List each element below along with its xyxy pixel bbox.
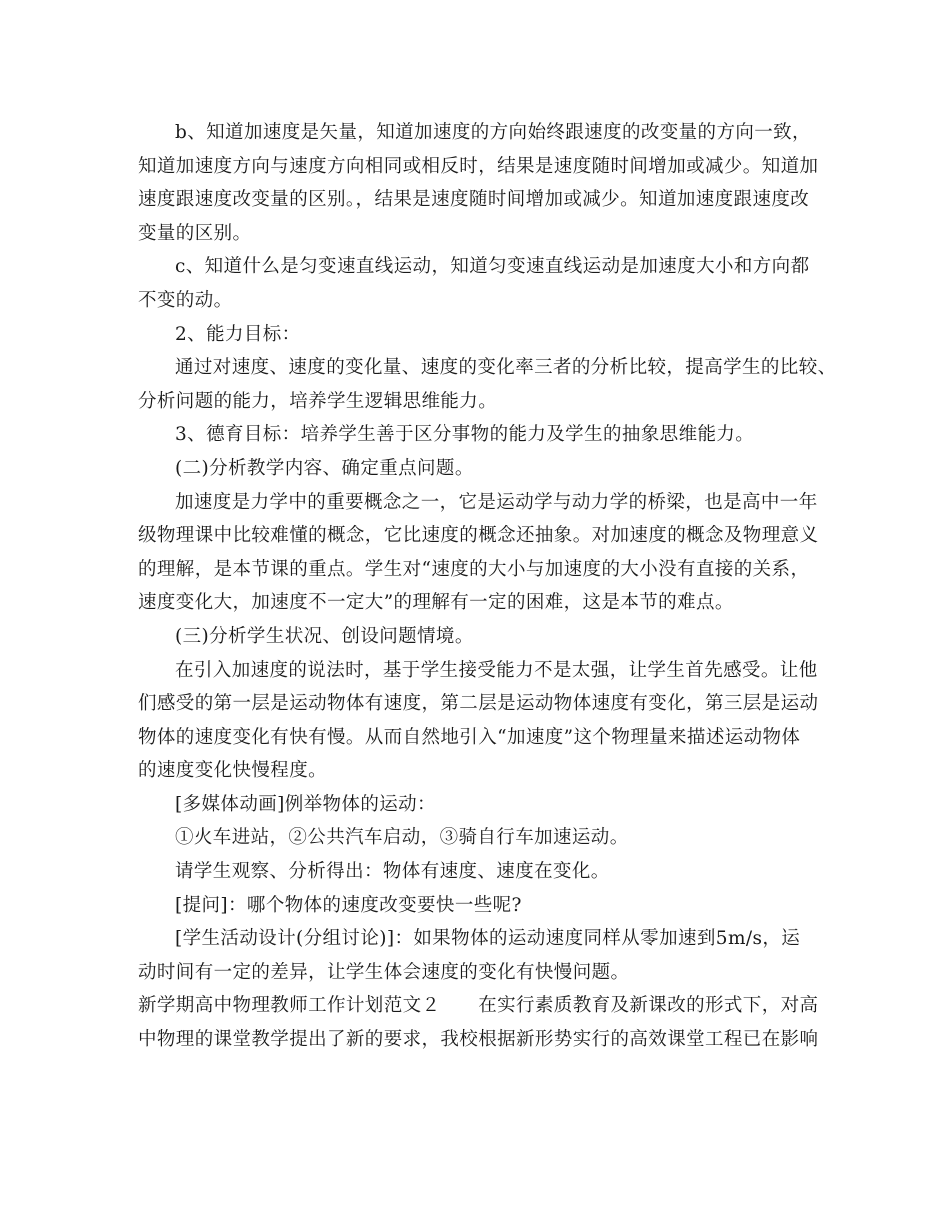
text-line: 通过对速度、速度的变化量、速度的变化率三者的分析比较，提高学生的比较、 [175, 357, 837, 379]
text-line: [提问]：哪个物体的速度改变要快一些呢? [175, 894, 522, 916]
text-line: 中物理的课堂教学提出了新的要求，我校根据新形势实行的高效课堂工程已在影响 [138, 1029, 819, 1051]
text-line: 在引入加速度的说法时，基于学生接受能力不是太强，让学生首先感受。让他 [175, 659, 818, 681]
text-line: 分析问题的能力，培养学生逻辑思维能力。 [138, 390, 498, 412]
article-title-line: 新学期高中物理教师工作计划范文２ 在实行素质教育及新课改的形式下，对高 [138, 995, 819, 1017]
text-line: 速度变化大，加速度不一定大”的理解有一定的困难，这是本节的难点。 [138, 592, 734, 614]
text-line: 动时间有一定的差异，让学生体会速度的变化有快慢问题。 [138, 961, 630, 983]
text-line: 的速度变化快慢程度。 [138, 760, 328, 782]
text-line: 级物理课中比较难懂的概念，它比速度的概念还抽象。对加速度的概念及物理意义 [138, 525, 819, 547]
text-line: [学生活动设计(分组讨论)]：如果物体的运动速度同样从零加速到5m/s，运 [175, 928, 801, 950]
text-line: 速度跟速度改变量的区别。，结果是速度随时间增加或减少。知道加速度跟速度改 [138, 189, 810, 211]
text-line: 知道加速度方向与速度方向相同或相反时，结果是速度随时间增加或减少。知道加 [138, 155, 819, 177]
text-line: [多媒体动画]例举物体的运动： [175, 793, 436, 815]
section-heading: 2、能力目标： [175, 323, 301, 345]
section-heading: (二)分析教学内容、确定重点问题。 [175, 457, 474, 479]
text-line: 的理解，是本节课的重点。学生对“速度的大小与加速度的大小没有直接的关系， [138, 558, 810, 580]
text-line: 变量的区别。 [138, 222, 252, 244]
document-body [138, 116, 837, 1057]
text-line: b、知道加速度是矢量，知道加速度的方向始终跟速度的改变量的方向一致， [175, 122, 811, 143]
text-line: 物体的速度变化有快有慢。从而自然地引入“加速度”这个物理量来描述运动物体 [138, 726, 801, 748]
text-line: 请学生观察、分析得出：物体有速度、速度在变化。 [175, 861, 610, 883]
section-heading: (三)分析学生状况、创设问题情境。 [175, 625, 474, 647]
section-heading: 3、德育目标：培养学生善于区分事物的能力及学生的抽象思维能力。 [175, 424, 755, 446]
text-line: ①火车进站，②公共汽车启动，③骑自行车加速运动。 [175, 827, 629, 849]
text-line: 不变的动。 [138, 289, 233, 311]
text-line: 加速度是力学中的重要概念之一，它是运动学与动力学的桥梁，也是高中一年 [175, 491, 818, 513]
text-line: 们感受的第一层是运动物体有速度，第二层是运动物体速度有变化，第三层是运动 [138, 693, 819, 715]
text-line: c、知道什么是匀变速直线运动，知道匀变速直线运动是加速度大小和方向都 [175, 256, 810, 278]
